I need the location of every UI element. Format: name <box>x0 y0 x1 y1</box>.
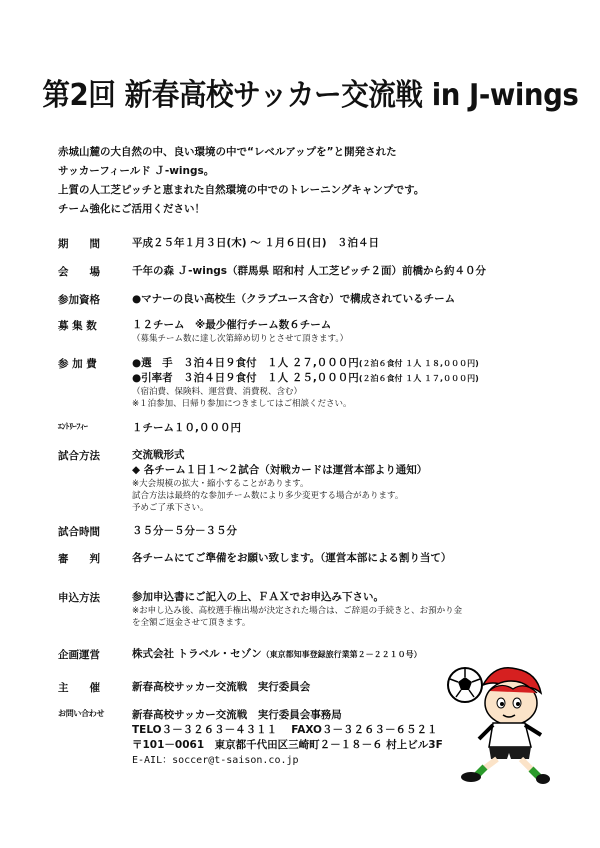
time-label: 試合時間 <box>58 526 100 538</box>
recruit-value: １２チーム ※最少催行チーム数６チーム <box>132 319 332 331</box>
planning-label: 企画運営 <box>58 649 100 661</box>
soccer-boy-mascot-icon <box>445 655 550 785</box>
period-value: 平成２５年１月３日(木) ～ １月６日(日) ３泊４日 <box>132 237 380 249</box>
host-value: 新春高校サッカー交流戦 実行委員会 <box>132 681 311 693</box>
intro-line: 赤城山麓の大自然の中、良い環境の中で“レベルアップを”と開発された <box>58 146 397 158</box>
match-value: 交流戦形式 <box>132 449 185 461</box>
venue-label: 会 場 <box>58 266 100 278</box>
contact-email: E-AIL：soccer@t-saison.co.jp <box>132 755 299 766</box>
fee-leader: ●引率者 ３泊４日９食付 １人 ２５,０００円 <box>132 372 359 384</box>
fee-label: 参 加 費 <box>58 358 97 370</box>
eligibility-value: ●マナーの良い高校生（クラブユース含む）で構成されているチーム <box>132 293 456 305</box>
apply-value: 参加申込書にご記入の上、ＦＡＸでお申込み下さい。 <box>132 591 384 603</box>
apply-note: を全額ご返金させて頂きます。 <box>132 618 251 628</box>
contact-name: 新春高校サッカー交流戦 実行委員会事務局 <box>132 709 342 721</box>
planning-company: 株式会社 トラベル・セゾン <box>132 648 262 660</box>
fee-player-alt: (２泊６食付 １人 １８,０００円) <box>358 359 479 368</box>
planning-license: （東京都知事登録旅行業第２－２２１０号） <box>261 650 422 659</box>
intro-line: 上質の人工芝ピッチと恵まれた自然環境の中でのトレーニングキャンプです。 <box>58 184 425 196</box>
page-title: 第2回 新春高校サッカー交流戦 in J-wings <box>42 78 579 113</box>
entry-label: ｴﾝﾄﾘｰﾌｨｰ <box>58 422 88 431</box>
fee-note: ※１泊参加、日帰り参加につきましてはご相談ください。 <box>132 399 352 409</box>
eligibility-label: 参加資格 <box>58 294 100 306</box>
apply-label: 申込方法 <box>58 592 100 604</box>
intro-line: サッカーフィールド Ｊ-wings。 <box>58 165 215 177</box>
recruit-label: 募 集 数 <box>58 320 97 332</box>
fee-note: （宿泊費、保険料、運営費、消費税、含む） <box>132 387 303 397</box>
match-label: 試合方法 <box>58 450 100 462</box>
match-note: 試合方法は最終的な参加チーム数により多少変更する場合があります。 <box>132 491 404 501</box>
fee-player: ●選 手 ３泊４日９食付 １人 ２７,０００円 <box>132 357 359 369</box>
entry-value: １チーム１０,０００円 <box>132 422 241 434</box>
apply-note: ※お申し込み後、高校選手権出場が決定された場合は、ご辞退の手続きと、お預かり金 <box>132 606 463 616</box>
contact-label: お問い合わせ <box>58 709 105 718</box>
intro-block <box>58 143 558 219</box>
contact-address: 〒101－0061 東京都千代田区三崎町２－１８－６ 村上ビル3F <box>132 739 443 751</box>
match-note: ※大会規模の拡大・縮小することがあります。 <box>132 479 309 489</box>
host-label: 主 催 <box>58 682 100 694</box>
referee-value: 各チームにてご準備をお願い致します。（運営本部による割り当て） <box>132 552 452 564</box>
match-value: ◆ 各チーム１日１～２試合（対戦カードは運営本部より通知） <box>132 464 428 476</box>
intro-line: チーム強化にご活用ください！ <box>58 203 205 215</box>
match-note: 予めご了承下さい。 <box>132 503 209 513</box>
recruit-note: （募集チーム数に達し次第締め切りとさせて頂きます。） <box>132 334 349 344</box>
fee-leader-alt: (２泊６食付 １人 １７,０００円) <box>358 374 479 383</box>
contact-tel: TELO３－３２６３－４３１１ FAXO３－３２６３－６５２１ <box>132 724 438 736</box>
venue-value: 千年の森 Ｊ-wings（群馬県 昭和村 人工芝ピッチ２面）前橋から約４０分 <box>132 265 486 277</box>
period-label: 期 間 <box>58 238 100 250</box>
referee-label: 審 判 <box>58 553 100 565</box>
time-value: ３５分－５分－３５分 <box>132 525 237 537</box>
